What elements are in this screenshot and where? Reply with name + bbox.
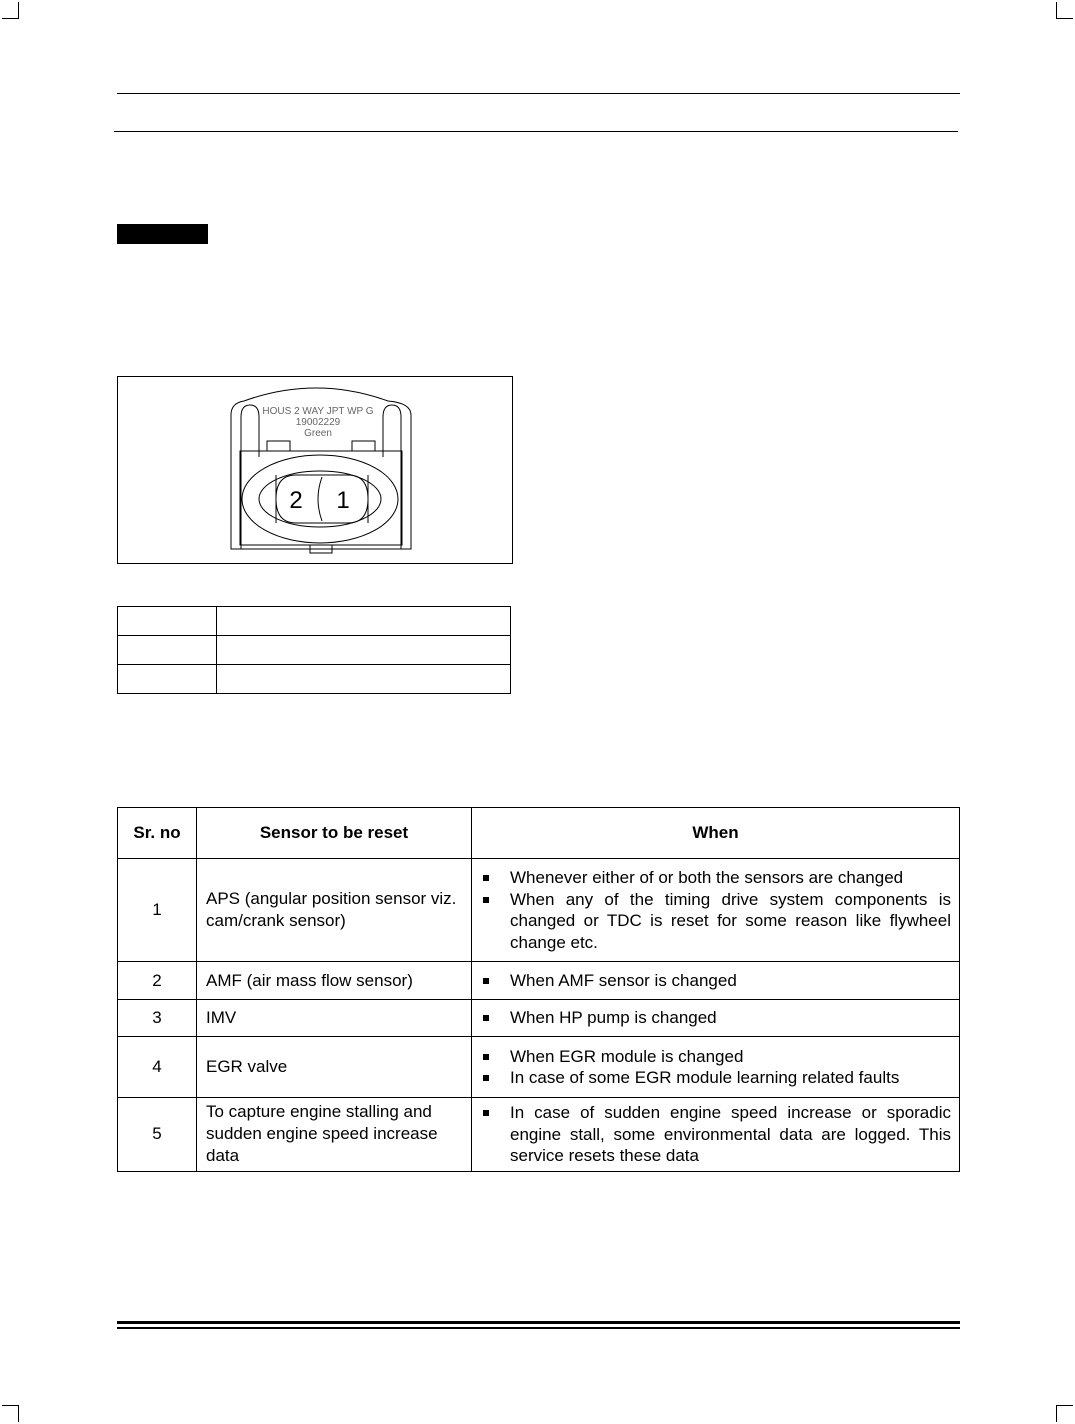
- header-when: When: [472, 808, 960, 859]
- header-sr-no: Sr. no: [118, 808, 197, 859]
- when-bullet: In case of sudden engine speed increase or sporadic engine stall, some environmental data are logged. This service resets these data: [482, 1102, 951, 1167]
- sr-cell: 1: [118, 859, 197, 962]
- header-rule-top: [117, 93, 960, 94]
- table-row: [118, 962, 960, 1000]
- header-rule-bottom: [114, 131, 958, 132]
- table-row: [118, 665, 511, 694]
- table-row: [118, 859, 960, 962]
- when-bullet: In case of some EGR module learning related faults: [482, 1067, 951, 1089]
- connector-drawing: [118, 377, 514, 565]
- sr-cell: 5: [118, 1098, 197, 1172]
- section-label-block: [117, 224, 208, 244]
- housing-text-line2: 19002229: [295, 417, 341, 428]
- table-row: [118, 636, 511, 665]
- table-row: [118, 607, 511, 636]
- when-cell: [472, 962, 960, 1000]
- connector-figure: [117, 376, 513, 564]
- when-cell: [472, 1000, 960, 1037]
- housing-text-line3: Green: [304, 428, 332, 439]
- sensor-cell: To capture engine stalling and sudden engine speed increase data: [197, 1098, 472, 1172]
- sensor-cell: EGR valve: [197, 1037, 472, 1098]
- when-cell: [472, 1037, 960, 1098]
- when-bullet: When AMF sensor is changed: [482, 970, 951, 992]
- when-cell: [472, 859, 960, 962]
- sr-cell: 3: [118, 1000, 197, 1037]
- crop-mark-bottom-right: [1056, 1405, 1073, 1422]
- sensor-cell: IMV: [197, 1000, 472, 1037]
- pin-label-1: 1: [336, 487, 350, 514]
- footer-rule-thin: [117, 1327, 960, 1329]
- crop-mark-top-right: [1056, 2, 1073, 19]
- when-cell: [472, 1098, 960, 1172]
- sr-cell: 2: [118, 962, 197, 1000]
- sensor-reset-table: [117, 807, 960, 1172]
- when-bullet: When any of the timing drive system components is changed or TDC is reset for some reason like flywheel change etc.: [482, 889, 951, 954]
- housing-text-line1: HOUS 2 WAY JPT WP G: [262, 406, 374, 417]
- when-bullet: When HP pump is changed: [482, 1007, 951, 1029]
- sensor-cell: AMF (air mass flow sensor): [197, 962, 472, 1000]
- when-bullet: When EGR module is changed: [482, 1046, 951, 1068]
- pin-table: [117, 606, 511, 694]
- table-row: [118, 1098, 960, 1172]
- table-header-row: [118, 808, 960, 859]
- header-sensor: Sensor to be reset: [197, 808, 472, 859]
- when-bullet: Whenever either of or both the sensors are changed: [482, 867, 951, 889]
- table-row: [118, 1037, 960, 1098]
- crop-mark-top-left: [2, 2, 19, 19]
- table-row: [118, 1000, 960, 1037]
- pin-label-2: 2: [289, 487, 303, 514]
- sensor-cell: APS (angular position sensor viz. cam/crank sensor): [197, 859, 472, 962]
- sr-cell: 4: [118, 1037, 197, 1098]
- crop-mark-bottom-left: [2, 1405, 19, 1422]
- footer-rule-thick: [117, 1321, 960, 1324]
